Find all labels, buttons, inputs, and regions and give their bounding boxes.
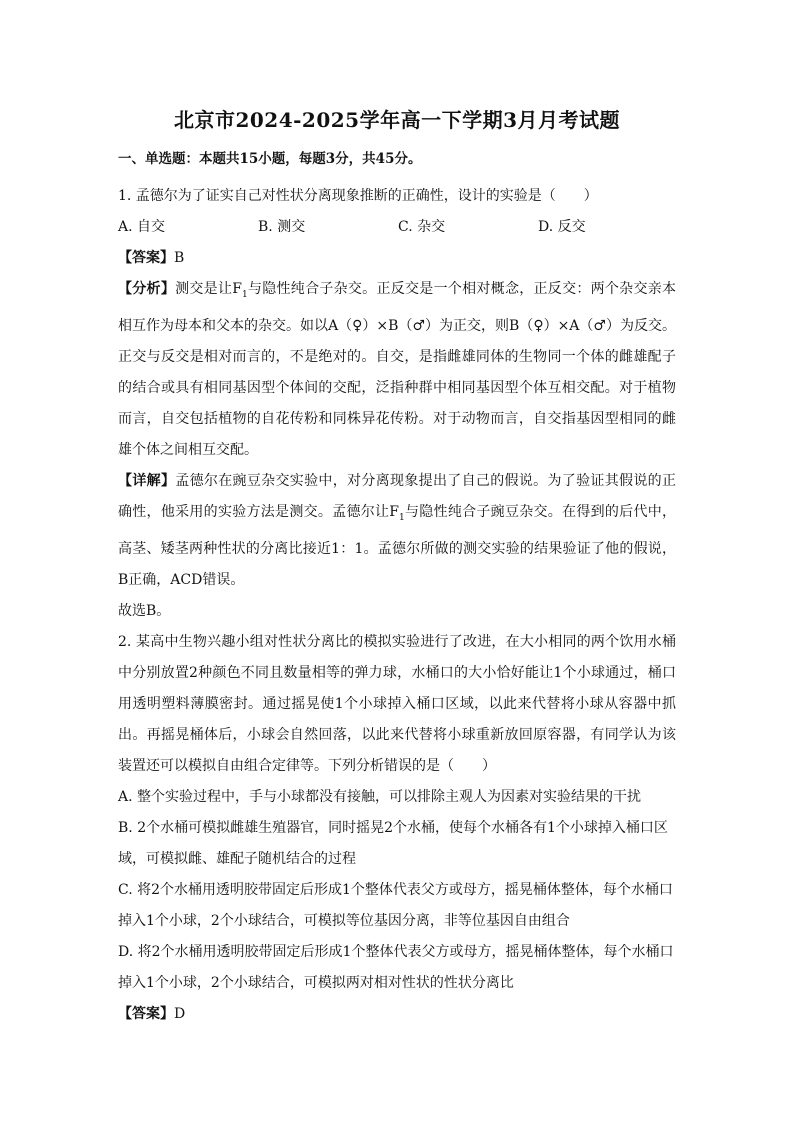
- option-b: B. 2个水桶可模拟雌雄生殖器官，同时摇晃2个水桶，使每个水桶各有1个小球掉入桶口区域，可模拟雌、雄配子随机结合的过程: [118, 819, 668, 867]
- detail-text-b: 与隐性纯合子豌豆杂交。在得到的后代中，高茎、矮茎两种性状的分离比接近1：1。孟德尔所做的测交实验的结果验证了他的假说，B正确，ACD错误。: [118, 503, 677, 588]
- analysis-text-a: 测交是让F: [175, 281, 242, 297]
- page-title: 北京市2024-2025学年高一下学期3月月考试题: [173, 108, 621, 132]
- question-1: [118, 181, 676, 627]
- question-2-stem: 2. 某高中生物兴趣小组对性状分离比的模拟实验进行了改进，在大小相同的两个饮用水桶中分别放置2种颜色不同且数量相等的弹力球，水桶口的大小恰好能让1个小球通过，桶口用透明塑料薄膜密封。通过摇晃使1个小球掉入桶口区域，以此来代替将小球从容器中抓出。再摇晃桶体后，小球会自然回落，以此来代替将小球重新放回原容器，有同学认为该装置还可以模拟自由组合定律等。下列分析错误的是（ ）: [118, 633, 676, 774]
- detail-label: 【详解】: [118, 472, 176, 489]
- question-1-conclusion: 故选B。: [118, 602, 171, 619]
- question-1-analysis: [118, 274, 676, 466]
- detail-text-a: 孟德尔在豌豆杂交实验中，对分离现象提出了自己的假说。为了验证其假说的正确性，他采用的实验方法是测交。孟德尔让F: [118, 472, 677, 520]
- section-heading: 一、单选题：本题共15小题，每题3分，共45分。: [118, 151, 422, 167]
- option-c: C. 将2个水桶用透明胶带固定后形成1个整体代表父方或母方，摇晃桶体整体，每个水桶口掉入1个小球，2个小球结合，可模拟等位基因分离，非等位基因自由组合: [118, 881, 673, 929]
- analysis-label: 【分析】: [118, 281, 176, 297]
- analysis-text-b: 与隐性纯合子杂交。正反交是一个相对概念，正反交：两个杂交亲本相互作为母本和父本的杂交。如以A（♀）×B（♂）为正交，则B（♀）×A（♂）为反交。正交与反交是相对而言的，不是绝对的。自交，是指雌雄同体的生物同一个体的雌雄配子的结合或具有相同基因型个体间的交配，泛指种群中相同基因型个体互相交配。对于植物而言，自交包括植物的自花传粉和同株异花传粉。对于动物而言，自交指基因型相同的雌雄个体之间相互交配。: [118, 281, 677, 458]
- option-c: C. 杂交: [398, 219, 446, 235]
- analysis-subscript: 1: [241, 289, 248, 300]
- question-2: [118, 627, 676, 1030]
- option-a: A. 自交: [118, 219, 166, 235]
- answer-value: D: [174, 1005, 186, 1022]
- answer-label: 【答案】: [118, 1005, 174, 1022]
- answer-value: B: [174, 250, 185, 266]
- question-2-answer: [118, 999, 676, 1030]
- question-1-options: [118, 212, 676, 243]
- question-1-stem: 1. 孟德尔为了证实自己对性状分离现象推断的正确性，设计的实验是（ ）: [118, 188, 598, 204]
- option-d: D. 反交: [538, 219, 586, 235]
- answer-label: 【答案】: [118, 250, 174, 266]
- detail-subscript: 1: [399, 512, 405, 523]
- exam-page: [118, 104, 676, 1030]
- option-a: A. 整个实验过程中，手与小球都没有接触，可以排除主观人为因素对实验结果的干扰: [118, 788, 642, 805]
- option-b: B. 测交: [258, 219, 306, 235]
- option-d: D. 将2个水桶用透明胶带固定后形成1个整体代表父方或母方，摇晃桶体整体，每个水桶口掉入1个小球，2个小球结合，可模拟两对相对性状的性状分离比: [118, 943, 674, 991]
- question-1-detail: [118, 466, 676, 596]
- question-1-answer: [118, 243, 676, 274]
